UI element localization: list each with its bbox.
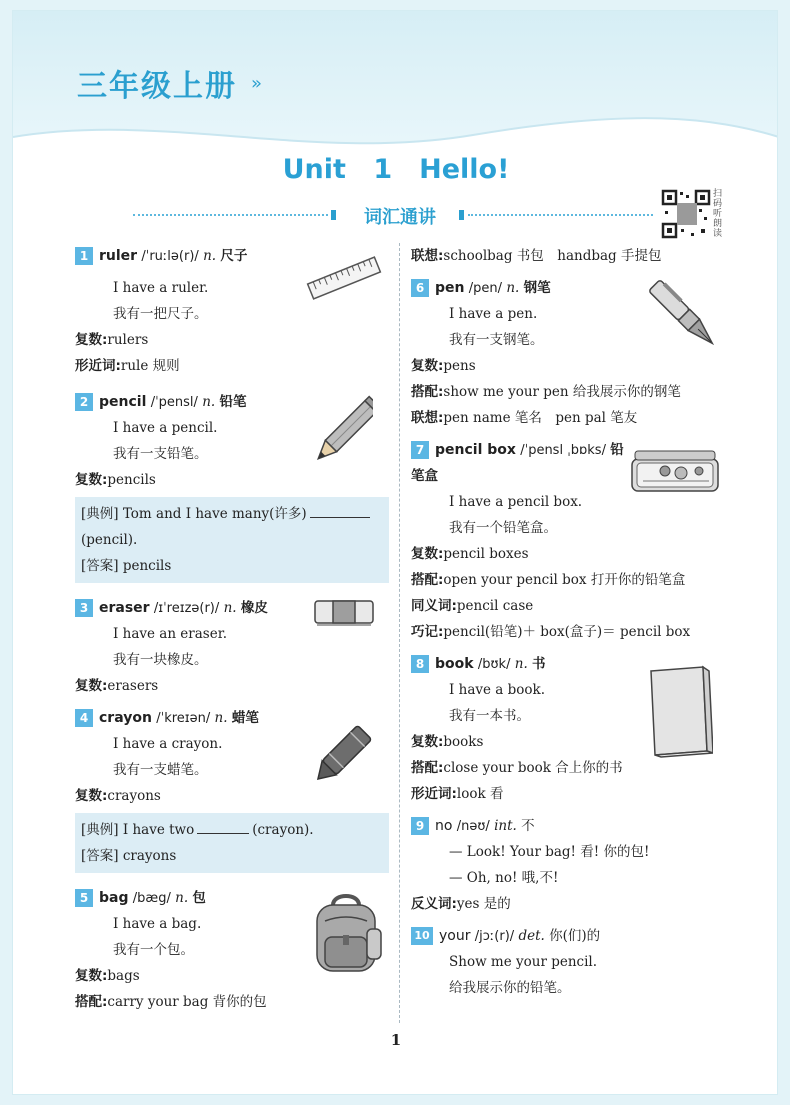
phonetic: /bæg/ — [132, 891, 171, 906]
pencil-box-icon — [629, 449, 721, 497]
plural-value: pencil boxes — [443, 546, 529, 562]
part-of-speech: n. — [202, 394, 216, 410]
synonym-line — [411, 593, 716, 619]
similar-line — [411, 781, 716, 807]
dotted-rule-right — [468, 214, 653, 216]
answer-value: pencils — [122, 558, 172, 574]
collocation-value: carry your bag 背你的包 — [107, 994, 267, 1010]
right-column — [411, 243, 716, 1001]
plural-value: crayons — [107, 788, 161, 804]
marker-right-icon — [459, 210, 464, 220]
synonym-value: pencil case — [456, 598, 534, 614]
chinese-meaning: 不 — [521, 818, 535, 834]
label: 联想: — [411, 248, 444, 264]
part-of-speech: n. — [514, 656, 528, 672]
label: 形近词: — [411, 786, 457, 802]
label: 搭配: — [411, 760, 444, 776]
entry-number: 8 — [411, 655, 429, 673]
label: 复数: — [411, 734, 444, 750]
label: 复数: — [75, 968, 108, 984]
plural-value: rulers — [107, 332, 149, 348]
chinese-meaning: 你(们)的 — [549, 928, 601, 944]
chinese-meaning: 尺子 — [220, 248, 248, 264]
answer-label: [答案] — [81, 848, 119, 864]
headword: crayon — [99, 710, 152, 726]
headword: pencil box — [435, 442, 516, 458]
association-value: pen name 笔名 pen pal 笔友 — [443, 410, 638, 426]
headword: no — [435, 818, 453, 834]
textbook-page — [12, 10, 778, 1095]
answer-line — [81, 553, 383, 579]
plural-line — [75, 673, 395, 699]
unit-title: Unit 1 Hello! — [282, 154, 510, 185]
fountain-pen-icon — [647, 277, 721, 353]
plural-value: books — [443, 734, 484, 750]
example-cn: 我有一把尺子。 — [113, 306, 208, 322]
entry-number: 6 — [411, 279, 429, 297]
chinese-meaning: 铅 — [610, 442, 624, 458]
entry-number: 10 — [411, 927, 433, 945]
chinese-meaning: 铅笔 — [219, 394, 247, 410]
example-text: Tom and I have many(许多) — [122, 506, 307, 522]
plural-value: bags — [107, 968, 140, 984]
example-en: Show me your pencil. — [449, 954, 598, 970]
eraser-icon — [311, 597, 377, 629]
similar-value: look 看 — [456, 786, 504, 802]
label: 巧记: — [411, 624, 444, 640]
entry-number: 1 — [75, 247, 93, 265]
example-en: I have a pen. — [449, 306, 538, 322]
headword: pencil — [99, 394, 147, 410]
label: 联想: — [411, 410, 444, 426]
phonetic: /nəʊ/ — [456, 819, 490, 834]
dialogue-line: — Oh, no! 哦,不! — [449, 870, 559, 886]
example-en: I have a book. — [449, 682, 545, 698]
association-line — [411, 405, 716, 431]
example-cn: 我有一支钢笔。 — [449, 332, 544, 348]
dotted-rule-left — [133, 214, 328, 216]
collocation-line — [75, 989, 395, 1015]
phonetic: /ˈpensl ˌbɒks/ — [520, 443, 606, 458]
collocation-value: show me your pen 给我展示你的钢笔 — [443, 384, 681, 400]
label: 复数: — [411, 546, 444, 562]
part-of-speech: n. — [175, 890, 189, 906]
answer-blank — [310, 504, 370, 518]
entry-your-head — [411, 923, 716, 949]
plural-value: pencils — [107, 472, 156, 488]
grade-arrows-icon: » — [251, 73, 263, 94]
part-of-speech: n. — [223, 600, 237, 616]
chinese-meaning: 包 — [192, 890, 206, 906]
dialogue-line: — Look! Your bag! 看! 你的包! — [449, 844, 650, 860]
example-cn: 我有一支铅笔。 — [113, 446, 208, 462]
association-value: schoolbag 书包 handbag 手提包 — [443, 248, 662, 264]
entry-number: 2 — [75, 393, 93, 411]
answer-blank — [197, 820, 249, 834]
section-header — [133, 203, 653, 227]
example-en: I have a pencil box. — [449, 494, 583, 510]
example-cn: 我有一块橡皮。 — [113, 652, 208, 668]
entry-no-head — [411, 813, 716, 839]
column-divider — [399, 243, 400, 1023]
example-en: I have a ruler. — [113, 280, 209, 296]
example-text: I have two — [122, 822, 195, 838]
entry-number: 3 — [75, 599, 93, 617]
example-cn: 给我展示你的铅笔。 — [449, 980, 571, 996]
entry-number: 4 — [75, 709, 93, 727]
label: 复数: — [75, 678, 108, 694]
example-hint: (crayon). — [252, 822, 314, 838]
phonetic: /pen/ — [468, 281, 503, 296]
plural-value: erasers — [107, 678, 159, 694]
collocation-line — [411, 567, 716, 593]
qr-label: 扫码听朗读 — [713, 189, 723, 239]
example-question — [81, 817, 383, 843]
memory-tip-line — [411, 619, 716, 645]
entry-number: 9 — [411, 817, 429, 835]
phonetic: /jɔː(r)/ — [474, 929, 515, 944]
label: 复数: — [411, 358, 444, 374]
book-icon — [641, 663, 713, 759]
plural-value: pens — [443, 358, 476, 374]
phonetic: /ˈkreɪən/ — [156, 711, 211, 726]
part-of-speech: det. — [518, 928, 545, 944]
chinese-meaning: 蜡笔 — [231, 710, 259, 726]
page-number: 1 — [390, 1031, 402, 1049]
antonym-value: yes 是的 — [456, 896, 511, 912]
example-en: I have a bag. — [113, 916, 202, 932]
collocation-value: open your pencil box 打开你的铅笔盒 — [443, 572, 686, 588]
example-en: I have a pencil. — [113, 420, 218, 436]
ruler-icon — [305, 255, 383, 301]
phonetic: /ˈruːlə(r)/ — [141, 249, 199, 264]
answer-label: [答案] — [81, 558, 119, 574]
example-en: I have an eraser. — [113, 626, 227, 642]
example-cn: 我有一支蜡笔。 — [113, 762, 208, 778]
example-label: [典例] — [81, 506, 119, 522]
marker-left-icon — [331, 210, 336, 220]
backpack-icon — [305, 891, 387, 977]
headword: your — [439, 928, 471, 944]
phonetic: /ˈpensl/ — [150, 395, 198, 410]
label: 搭配: — [75, 994, 108, 1010]
label: 搭配: — [411, 572, 444, 588]
example-box — [75, 497, 389, 583]
qr-code-icon[interactable] — [661, 189, 711, 239]
label: 形近词: — [75, 358, 121, 374]
plural-line — [411, 353, 716, 379]
example-question — [81, 501, 383, 527]
example-cn: 我有一个铅笔盒。 — [449, 520, 557, 536]
example-label: [典例] — [81, 822, 119, 838]
grade-title: 三年级上册 — [77, 69, 237, 104]
phonetic: /ɪˈreɪzə(r)/ — [153, 601, 220, 616]
answer-line — [81, 843, 383, 869]
plural-line — [75, 327, 395, 353]
similar-value: rule 规则 — [120, 358, 180, 374]
association-line — [411, 243, 716, 269]
label: 搭配: — [411, 384, 444, 400]
part-of-speech: n. — [506, 280, 520, 296]
chinese-meaning: 橡皮 — [240, 600, 268, 616]
crayon-icon — [311, 719, 373, 791]
headword: pen — [435, 280, 465, 296]
part-of-speech: int. — [494, 818, 517, 834]
label: 复数: — [75, 332, 108, 348]
label: 反义词: — [411, 896, 457, 912]
answer-value: crayons — [122, 848, 177, 864]
chinese-meaning: 钢笔 — [523, 280, 551, 296]
example-cn: 我有一本书。 — [449, 708, 530, 724]
headword: book — [435, 656, 474, 672]
plural-line — [411, 541, 716, 567]
phonetic: /bʊk/ — [477, 657, 511, 672]
label: 复数: — [75, 472, 108, 488]
part-of-speech: n. — [214, 710, 228, 726]
chinese-meaning: 笔盒 — [411, 468, 438, 484]
collocation-value: close your book 合上你的书 — [443, 760, 623, 776]
headword: ruler — [99, 248, 138, 264]
pencil-icon — [313, 395, 373, 473]
chinese-meaning: 书 — [532, 656, 546, 672]
example-cn: 我有一个包。 — [113, 942, 194, 958]
headword: eraser — [99, 600, 150, 616]
antonym-line — [411, 891, 716, 917]
entry-number: 7 — [411, 441, 429, 459]
part-of-speech: n. — [203, 248, 217, 264]
section-title: 词汇通讲 — [364, 207, 436, 228]
entry-number: 5 — [75, 889, 93, 907]
label: 复数: — [75, 788, 108, 804]
example-en: I have a crayon. — [113, 736, 223, 752]
memory-tip-value: pencil(铅笔)＋ box(盒子)＝ pencil box — [443, 624, 691, 640]
similar-line — [75, 353, 395, 379]
label: 同义词: — [411, 598, 457, 614]
example-box — [75, 813, 389, 873]
example-hint: (pencil). — [81, 532, 138, 548]
collocation-line — [411, 379, 716, 405]
headword: bag — [99, 890, 129, 906]
